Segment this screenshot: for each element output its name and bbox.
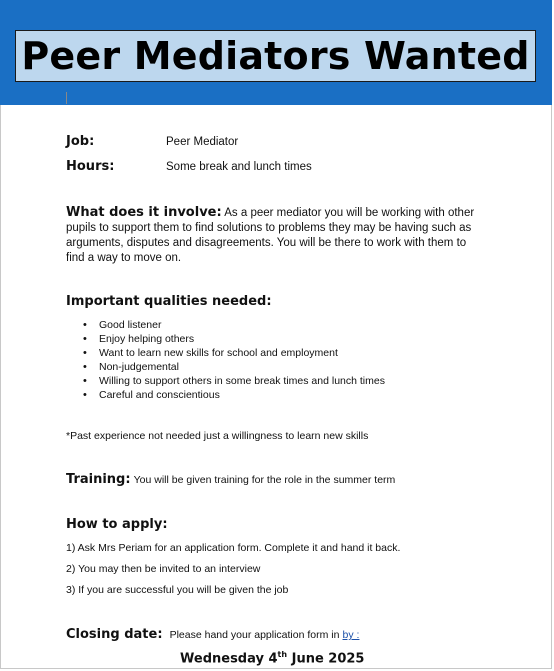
closing-date	[180, 650, 364, 666]
list-item: 3) If you are successful you will be given the job	[66, 584, 289, 596]
hours-value: Some break and lunch times	[166, 161, 312, 173]
closing-label: Closing date:	[66, 627, 163, 642]
page-title: Peer Mediators Wanted	[21, 34, 530, 78]
training-row	[66, 472, 395, 487]
hours-row	[66, 159, 312, 174]
involve-text: As a peer mediator you will be working with other pupils to support them to find solutions to problems they may be having such as arguments, disputes and disagreements. You will be there to work with them to find a way to move on.	[66, 207, 475, 264]
job-value: Peer Mediator	[166, 136, 239, 148]
list-item: 1) Ask Mrs Periam for an application form. Complete it and hand it back.	[66, 542, 401, 554]
apply-heading-text: How to apply:	[66, 517, 168, 532]
list-item: • Good listener	[99, 318, 385, 332]
closing-date-day: Wednesday 4	[180, 651, 278, 667]
involve-paragraph	[66, 205, 486, 266]
list-item: • Want to learn new skills for school and employment	[99, 346, 385, 360]
closing-date-month: June 2025	[287, 651, 365, 667]
qualities-heading	[66, 294, 272, 309]
list-item: • Non-judgemental	[99, 360, 385, 374]
job-label: Job:	[66, 134, 95, 149]
closing-row	[66, 627, 359, 642]
qualities-list	[66, 318, 385, 402]
training-label: Training:	[66, 472, 131, 487]
closing-link[interactable]: by :	[342, 629, 360, 641]
list-item: • Willing to support others in some break times and lunch times	[99, 374, 385, 388]
job-row	[66, 134, 239, 149]
header-banner	[0, 0, 552, 105]
title-box	[15, 30, 536, 82]
involve-label: What does it involve:	[66, 205, 222, 220]
list-item: • Enjoy helping others	[99, 332, 385, 346]
training-text: You will be given training for the role in the summer term	[133, 474, 396, 486]
apply-steps	[66, 541, 400, 604]
qualities-heading-text: Important qualities needed:	[66, 294, 272, 309]
closing-text: Please hand your application form in	[169, 629, 340, 641]
list-item: • Careful and conscientious	[99, 388, 385, 402]
text-cursor	[66, 92, 67, 104]
closing-date-suffix: th	[277, 650, 288, 659]
apply-heading	[66, 517, 168, 532]
list-item: 2) You may then be invited to an interview	[66, 563, 261, 575]
hours-label: Hours:	[66, 159, 115, 174]
experience-note: *Past experience not needed just a willingness to learn new skills	[66, 430, 369, 442]
